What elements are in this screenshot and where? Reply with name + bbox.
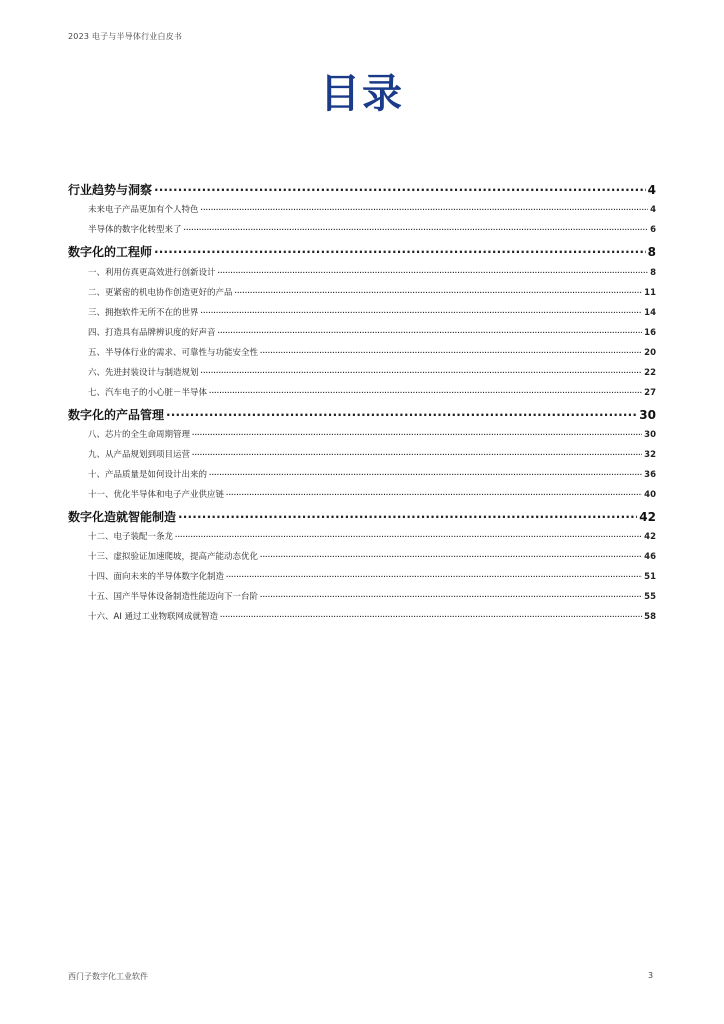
toc-entry-page: 6 (650, 225, 656, 235)
toc-dot-leader (260, 345, 642, 355)
toc-subsection-entry[interactable] (68, 202, 656, 214)
toc-entry-page: 40 (644, 490, 656, 500)
toc-entry-page: 51 (644, 572, 656, 582)
toc-entry-page: 20 (644, 348, 656, 358)
toc-entry-page: 30 (639, 408, 656, 422)
toc-entry-page: 4 (650, 205, 656, 215)
toc-subsection-entry[interactable] (68, 569, 656, 581)
footer-page-number: 3 (648, 971, 654, 980)
page-title: 目录 (320, 71, 404, 117)
toc-subsection-entry[interactable] (68, 447, 656, 459)
toc-dot-leader (178, 507, 637, 521)
toc-entry-label: 十五、国产半导体设备制造性能迈向下一台阶 (88, 592, 259, 602)
footer-company: 西门子数字化工业软件 (68, 972, 148, 981)
toc-entry-page: 22 (644, 368, 656, 378)
toc-entry-page: 27 (644, 388, 656, 398)
toc-entry-page: 55 (644, 592, 656, 602)
toc-entry-page: 4 (647, 183, 656, 197)
toc-subsection-entry[interactable] (68, 427, 656, 439)
toc-entry-page: 32 (644, 450, 656, 460)
toc-dot-leader (201, 365, 643, 375)
toc-dot-leader (235, 285, 643, 295)
running-header: 2023 电子与半导体行业白皮书 (68, 32, 183, 41)
toc-subsection-entry[interactable] (68, 589, 656, 601)
toc-subsection-entry[interactable] (68, 285, 656, 297)
toc-subsection-entry[interactable] (68, 265, 656, 277)
toc-section-entry[interactable] (68, 507, 656, 523)
toc-subsection-entry[interactable] (68, 609, 656, 621)
toc-dot-leader (260, 589, 642, 599)
toc-subsection-entry[interactable] (68, 305, 656, 317)
toc-entry-page: 58 (644, 612, 656, 622)
toc-entry-label: 七、汽车电子的小心脏－半导体 (88, 388, 208, 398)
toc-dot-leader (226, 487, 642, 497)
toc-dot-leader (184, 222, 649, 232)
toc-subsection-entry[interactable] (68, 222, 656, 234)
toc-entry-label: 数字化造就智能制造 (68, 510, 177, 524)
toc-subsection-entry[interactable] (68, 549, 656, 561)
toc-entry-page: 8 (647, 245, 656, 259)
toc-entry-label: 九、从产品规划到项目运营 (88, 450, 191, 460)
toc-dot-leader (192, 447, 642, 457)
toc-entry-label: 行业趋势与洞察 (68, 183, 153, 197)
toc-section-entry[interactable] (68, 405, 656, 421)
toc-entry-page: 36 (644, 470, 656, 480)
toc-dot-leader (209, 385, 642, 395)
toc-dot-leader (192, 427, 642, 437)
toc-entry-label: 八、芯片的全生命周期管理 (88, 430, 191, 440)
toc-entry-label: 数字化的产品管理 (68, 408, 165, 422)
toc-dot-leader (209, 467, 642, 477)
toc-entry-label: 十三、虚拟验证加速爬坡，提高产能动态优化 (88, 552, 259, 562)
toc-entry-page: 8 (650, 268, 656, 278)
toc-subsection-entry[interactable] (68, 487, 656, 499)
toc-subsection-entry[interactable] (68, 345, 656, 357)
toc-entry-page: 42 (644, 532, 656, 542)
toc-dot-leader (218, 265, 649, 275)
toc-entry-label: 十一、优化半导体和电子产业供应链 (88, 490, 225, 500)
toc-entry-label: 一、利用仿真更高效进行创新设计 (88, 268, 216, 278)
toc-entry-label: 三、拥抱软件无所不在的世界 (88, 308, 199, 318)
toc-subsection-entry[interactable] (68, 467, 656, 479)
toc-entry-page: 14 (644, 308, 656, 318)
toc-entry-label: 十、产品质量是如何设计出来的 (88, 470, 208, 480)
toc-section-entry[interactable] (68, 180, 656, 196)
toc-dot-leader (226, 569, 642, 579)
toc-entry-page: 42 (639, 510, 656, 524)
toc-entry-label: 半导体的数字化转型来了 (88, 225, 182, 235)
toc-entry-label: 十二、电子装配一条龙 (88, 532, 174, 542)
toc-entry-page: 46 (644, 552, 656, 562)
toc-dot-leader (201, 305, 643, 315)
toc-entry-label: 五、半导体行业的需求、可靠性与功能安全性 (88, 348, 259, 358)
toc-entry-label: 十四、面向未来的半导体数字化制造 (88, 572, 225, 582)
toc-entry-label: 四、打造具有品牌辨识度的好声音 (88, 328, 216, 338)
toc-dot-leader (154, 242, 646, 256)
toc-entry-page: 30 (644, 430, 656, 440)
toc-dot-leader (220, 609, 642, 619)
toc-subsection-entry[interactable] (68, 365, 656, 377)
toc-dot-leader (218, 325, 643, 335)
toc-entry-page: 16 (644, 328, 656, 338)
toc-subsection-entry[interactable] (68, 385, 656, 397)
toc-entry-label: 十六、AI 通过工业物联网成就智造 (88, 612, 219, 622)
toc-entry-label: 六、先进封装设计与制造规划 (88, 368, 199, 378)
toc-entry-label: 数字化的工程师 (68, 245, 153, 259)
toc-dot-leader (175, 529, 642, 539)
toc-entry-label: 未来电子产品更加有个人特色 (88, 205, 199, 215)
toc-section-entry[interactable] (68, 242, 656, 258)
toc-dot-leader (166, 405, 637, 419)
toc-dot-leader (260, 549, 642, 559)
toc-dot-leader (154, 180, 646, 194)
toc-subsection-entry[interactable] (68, 325, 656, 337)
toc-subsection-entry[interactable] (68, 529, 656, 541)
toc-entry-label: 二、更紧密的机电协作创造更好的产品 (88, 288, 233, 298)
toc-dot-leader (201, 202, 649, 212)
toc-entry-page: 11 (644, 288, 656, 298)
